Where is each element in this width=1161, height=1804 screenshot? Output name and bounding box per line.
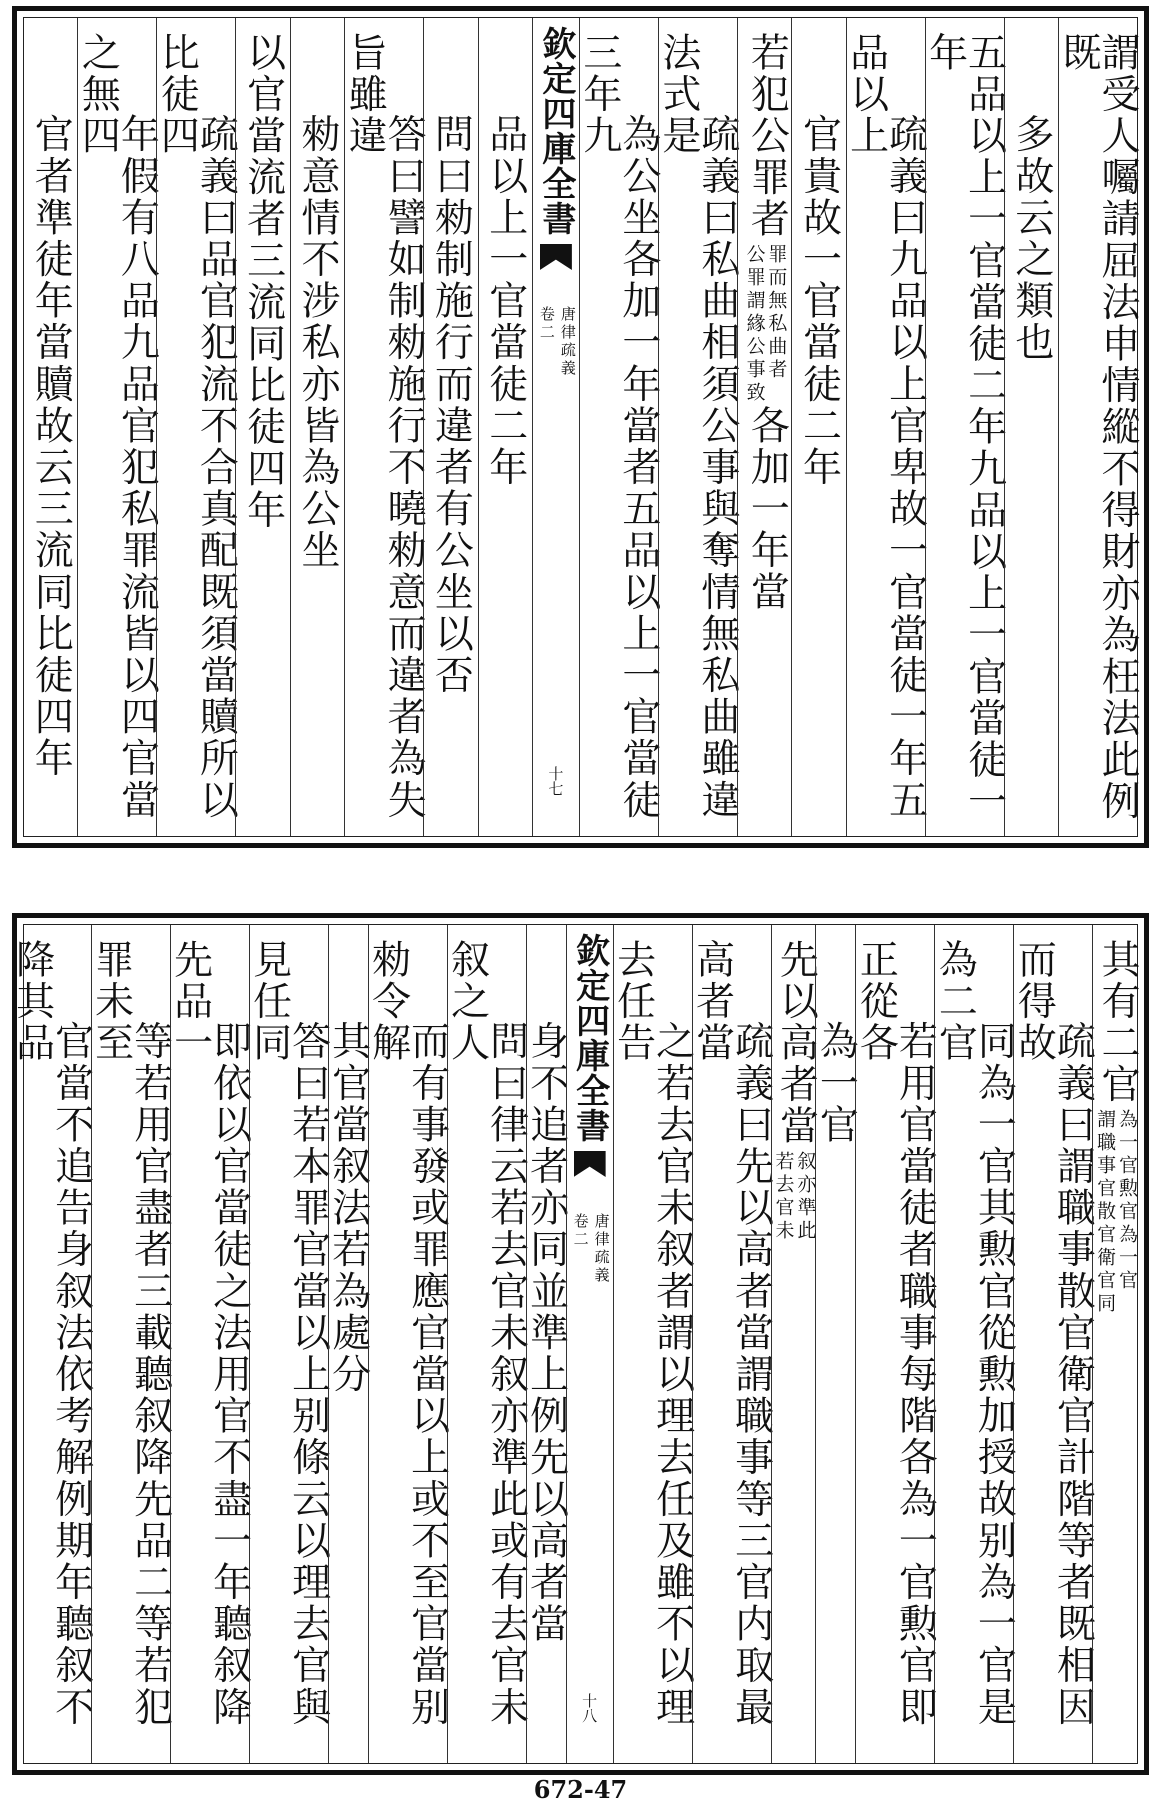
column-text: [154, 32, 239, 836]
main-text: 疏義曰品官犯流不合真配既須當贖所以比徒四: [154, 32, 239, 822]
main-text: 以官當流者三流同比徒四年: [240, 32, 286, 532]
volume-number: 卷二: [571, 1213, 590, 1249]
text-column: [342, 18, 427, 836]
column-text: [88, 939, 173, 1763]
text-column: [365, 925, 450, 1763]
banxin-center-strip: [566, 925, 613, 1763]
banxin-subtitle: [533, 276, 579, 378]
column-text: [428, 32, 474, 697]
column-text: [1056, 32, 1140, 836]
column-text: [523, 939, 569, 1645]
column-text: [1008, 32, 1054, 364]
text-column: [1011, 925, 1096, 1763]
fishtail-mark: [540, 244, 572, 270]
text-column: [771, 925, 819, 1763]
main-text: 若用官當徒者職事每階各為一官勲官即正從各: [853, 939, 938, 1729]
text-column: [167, 925, 252, 1763]
upper-page-columns: [23, 17, 1138, 837]
book-title: 欽定四庫全書: [569, 933, 610, 1143]
note-line: 若去官未: [772, 1151, 795, 1243]
folio-number: 十七: [546, 766, 565, 796]
work-title: 唐律疏義: [592, 1213, 611, 1285]
main-text: 問曰勑制施行而違者有公坐以否: [428, 113, 474, 697]
column-text: [75, 32, 160, 836]
note-line: 為一官勲官為一官: [1116, 1109, 1138, 1294]
main-text: 其官當叙法若為處分: [325, 1020, 371, 1396]
text-column: [423, 18, 477, 836]
main-text: 若犯公罪者: [744, 32, 790, 240]
commentary-note: [772, 1151, 816, 1243]
text-column: [290, 18, 344, 836]
column-text: [342, 32, 427, 836]
work-title: 唐律疏義: [558, 306, 577, 378]
column-text: [28, 32, 74, 780]
main-text: 為一官: [813, 1020, 859, 1146]
main-text: 先以高者當: [773, 939, 819, 1147]
lower-page-columns: [9, 924, 1140, 1764]
text-column: [843, 18, 928, 836]
text-column: [478, 18, 532, 836]
main-text: 等若用官盡者三載聽叙降先品二等若犯罪未至: [88, 939, 173, 1729]
banxin-center-strip: [532, 18, 579, 836]
text-column: [610, 925, 695, 1763]
column-text: [743, 32, 790, 613]
main-text: 其有二官: [1095, 939, 1140, 1106]
main-text: 謂受人囑請屈法申情縱不得財亦為枉法此例既: [1056, 32, 1140, 823]
note-line: 罪而無私曲者: [765, 244, 788, 382]
book-title: 欽定四庫全書: [535, 26, 576, 236]
column-text: [1093, 939, 1140, 1317]
upper-page: [12, 6, 1149, 848]
main-text: 答曰譬如制勑施行不曉勑意而違者為失旨雖違: [342, 32, 427, 822]
text-column: [1056, 18, 1140, 836]
text-column: [853, 925, 938, 1763]
text-column: [235, 18, 289, 836]
column-text: [655, 32, 740, 836]
column-text: [932, 939, 1017, 1763]
text-column: [246, 925, 331, 1763]
banxin-subtitle: [567, 1183, 613, 1285]
main-text: 答曰若本罪官當以上别條云以理去官與見任同: [246, 939, 331, 1729]
note-line: 叙亦準此: [794, 1151, 817, 1243]
main-text: 多故云之類也: [1008, 113, 1054, 364]
main-text: 身不追者亦同並準上例先以高者當: [523, 1020, 569, 1645]
text-column: [922, 18, 1007, 836]
after-note-text: 各加一年當: [744, 405, 790, 613]
main-text: 問曰律云若去官未叙亦準此或有去官未叙之人: [444, 939, 529, 1729]
text-column: [325, 925, 371, 1763]
column-text: [444, 939, 529, 1763]
text-column: [1092, 925, 1140, 1763]
column-text: [853, 939, 938, 1763]
note-line: 謂職事官散官衛官同: [1094, 1109, 1117, 1317]
main-text: 之若去官未叙者謂以理去任及雖不以理去任告: [610, 939, 695, 1729]
text-column: [154, 18, 239, 836]
main-text: 同為一官其勲官從勲加授故别為一官是為二官: [932, 939, 1017, 1729]
note-line: 公罪謂緣公事致: [743, 244, 766, 405]
page-number: 672-47: [533, 1775, 628, 1804]
main-text: 年假有八品九品官犯私罪流皆以四官當之無四: [75, 32, 160, 822]
text-column: [444, 925, 529, 1763]
folio-number: 十八: [580, 1693, 599, 1723]
main-text: 官當不追告身叙法依考解例期年聽叙不降其品: [9, 939, 94, 1729]
volume-number: 卷二: [537, 306, 556, 342]
main-text: 疏義曰九品以上官卑故一官當徒一年五品以上: [843, 32, 928, 822]
text-column: [576, 18, 661, 836]
text-column: [813, 925, 859, 1763]
commentary-note: [1093, 1109, 1137, 1316]
main-text: 五品以上一官當徒二年九品以上一官當徒一年: [922, 32, 1007, 823]
main-text: 品以上一官當徒二年: [482, 113, 528, 489]
column-text: [922, 32, 1007, 836]
main-text: 即依以官當徒之法用官不盡一年聽叙降先品一: [167, 939, 252, 1729]
text-column: [75, 18, 160, 836]
text-column: [88, 925, 173, 1763]
text-column: [737, 18, 791, 836]
commentary-note: [743, 244, 787, 405]
column-text: [365, 939, 450, 1763]
column-text: [1011, 939, 1096, 1763]
column-text: [240, 32, 286, 532]
main-text: 官者準徒年當贖故云三流同比徒四年: [28, 113, 74, 780]
main-text: 疏義曰謂職事散官衛官計階等者既相因而得故: [1011, 939, 1096, 1729]
text-column: [1004, 18, 1058, 836]
text-column: [689, 925, 774, 1763]
column-text: [9, 939, 94, 1763]
text-column: [932, 925, 1017, 1763]
column-text: [167, 939, 252, 1763]
fishtail-mark: [574, 1151, 606, 1177]
column-text: [482, 32, 528, 489]
column-text: [576, 32, 661, 836]
column-text: [689, 939, 774, 1763]
text-column: [791, 18, 845, 836]
column-text: [772, 939, 819, 1243]
main-text: 官貴故一官當徒二年: [796, 113, 842, 489]
column-text: [610, 939, 695, 1763]
column-text: [796, 32, 842, 489]
column-text: [246, 939, 331, 1763]
column-text: [294, 32, 340, 572]
main-text: 勑意情不涉私亦皆為公坐: [294, 113, 340, 572]
main-text: 疏義曰私曲相須公事與奪情無私曲雖違法式是: [655, 32, 740, 822]
main-text: 而有事發或罪應官當以上或不至官當别勑令解: [365, 939, 450, 1729]
lower-page: [9, 913, 1149, 1775]
text-column: [523, 925, 569, 1763]
text-column: [655, 18, 740, 836]
main-text: 為公坐各加一年當者五品以上一官當徒三年九: [576, 32, 661, 822]
column-text: [813, 939, 859, 1146]
text-column: [24, 18, 77, 836]
main-text: 疏義曰先以高者當謂職事等三官内取最高者當: [689, 939, 774, 1729]
column-text: [843, 32, 928, 836]
column-text: [325, 939, 371, 1396]
text-column: [9, 925, 94, 1763]
